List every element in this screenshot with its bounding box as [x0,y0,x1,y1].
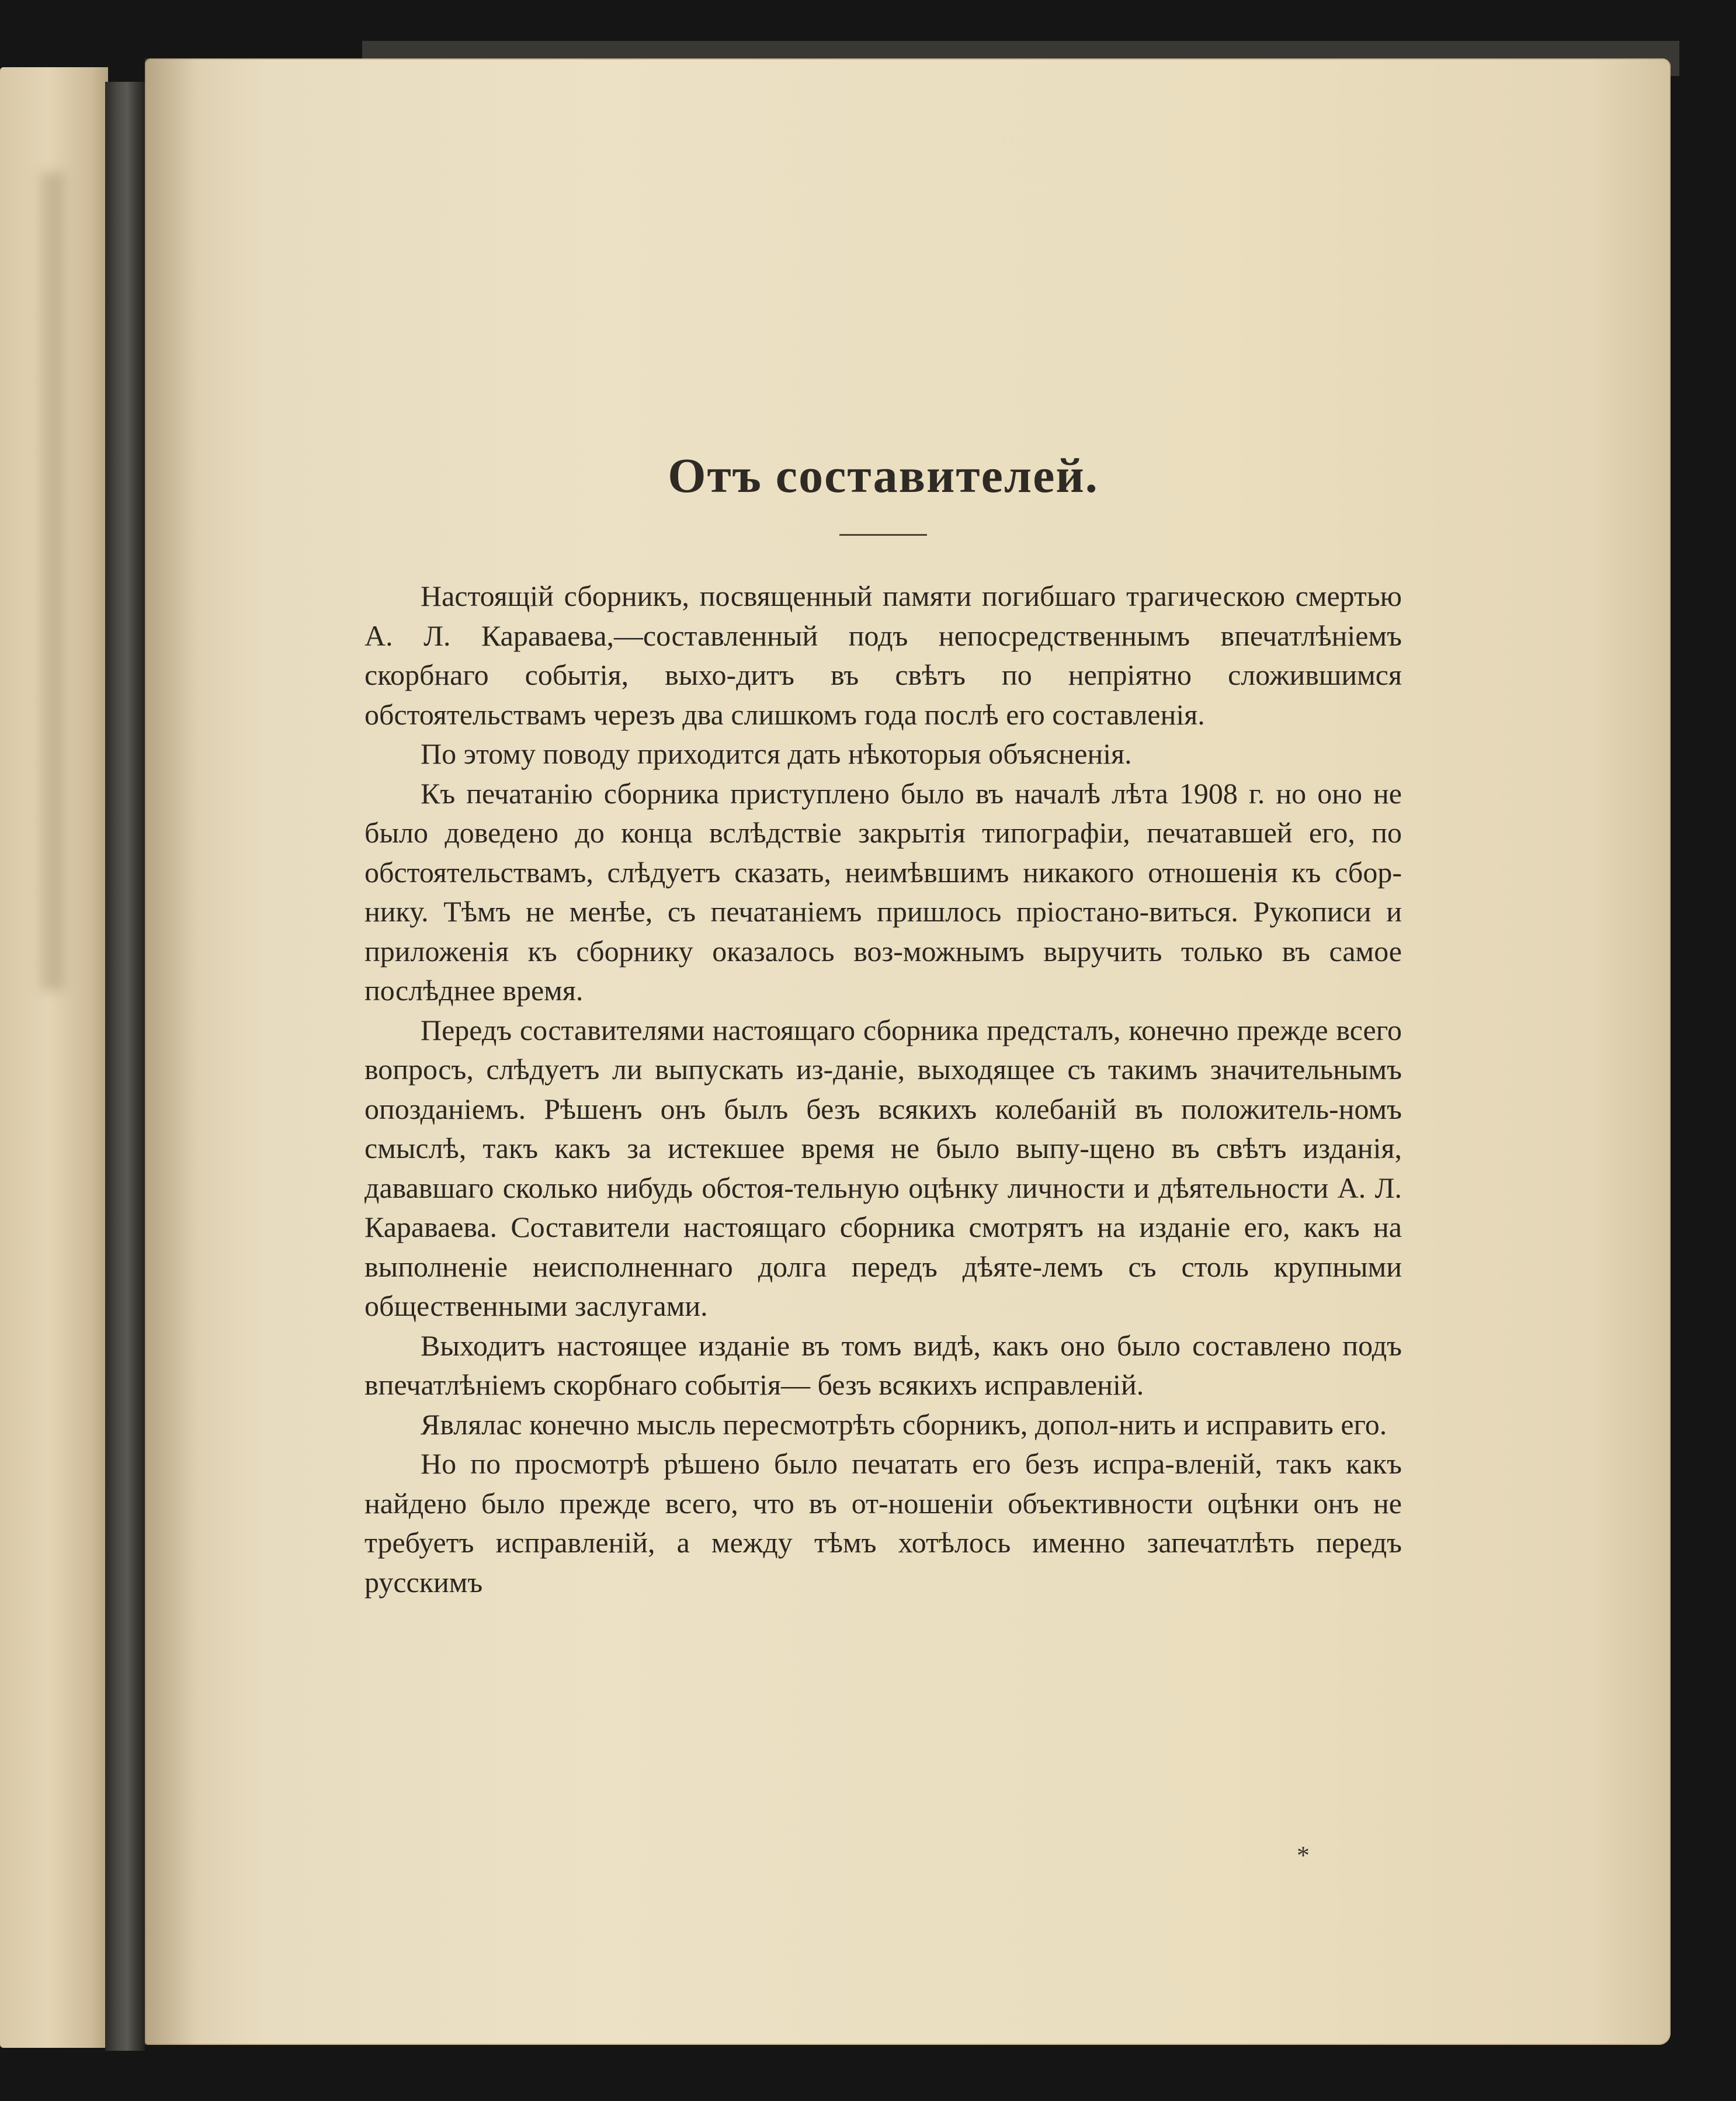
paragraph-6: Являлас конечно мысль пересмотрѣть сборникъ, допол-нить и исправить его. [421,1407,1387,1441]
page-content [364,444,1402,1602]
paragraph-5: Выходитъ настоящее изданiе въ томъ видѣ, какъ оно было составлено подъ впечатлѣнiемъ скорбнаго событiя— безъ всякихъ исправленiй. [364,1329,1402,1401]
paragraph-3: Къ печатанiю сборника приступлено было въ началѣ лѣта 1908 г. но оно не было доведено до конца вслѣдствiе закрытiя типографiи, печатавшей его, по обстоятельствамъ, слѣдуетъ сказать, неимѣвшимъ никакого отношенiя къ сбор-нику. Тѣмъ не менѣе, съ печатанiемъ пришлось прiостано-виться. Рукописи и приложенiя къ сборнику оказалось воз-можнымъ выручить только въ самое послѣднее время. [364,776,1402,1007]
left-page-edge [0,67,108,2048]
paragraph-1: Настоящiй сборникъ, посвященный памяти погибшаго трагическою смертью А. Л. Караваева,—составленный подъ непосредственнымъ впечатлѣнiемъ скорбнаго событiя, выхо-дитъ въ свѣтъ по непрiятно сложившимся обстоятельствамъ черезъ два слишкомъ года послѣ его составленiя. [364,580,1402,731]
book-spine [105,82,145,2051]
title-divider [839,534,927,536]
page-title: Отъ составителей. [668,449,1099,503]
paragraph-2: По этому поводу приходится дать нѣкоторыя объясненiя. [421,737,1132,770]
signature-mark: * [1297,1841,1310,1870]
paragraph-4: Передъ составителями настоящаго сборника предсталъ, конечно прежде всего вопросъ, слѣдуетъ ли выпускать из-данiе, выходящее съ такимъ значительнымъ опозданiемъ. Рѣшенъ онъ былъ безъ всякихъ колебанiй въ положитель-номъ смыслѣ, такъ какъ за истекшее время не было выпу-щено въ свѣтъ изданiя, дававшаго сколько нибудь обстоя-тельную оцѣнку личности и дѣятельности А. Л. Караваева. Составители настоящаго сборника смотрятъ на изданiе его, какъ на выполненiе неисполненнаго долга передъ дѣяте-лемъ съ столь крупными общественными заслугами. [364,1013,1402,1322]
paragraph-7: Но по просмотрѣ рѣшено было печатать его безъ испра-вленiй, такъ какъ найдено было прежде всего, что въ от-ношенiи объективности оцѣнки онъ не требуетъ исправленiй, а между тѣмъ хотѣлось именно запечатлѣть передъ русскимъ [364,1447,1402,1599]
